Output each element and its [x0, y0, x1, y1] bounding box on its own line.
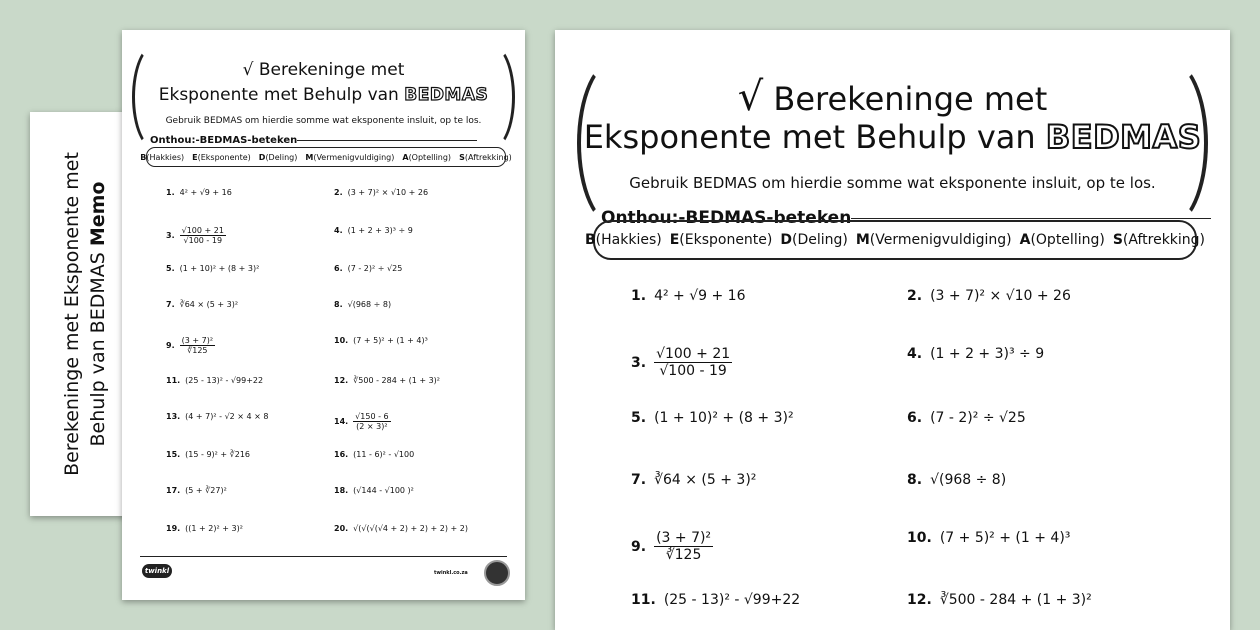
- question-number: 2.: [334, 188, 343, 197]
- question-number: 5.: [631, 410, 647, 426]
- question-number: 7.: [631, 472, 647, 488]
- fraction-denominator: ∛125: [665, 547, 702, 563]
- question-number: 6.: [907, 410, 923, 426]
- question-number: 1.: [631, 288, 647, 304]
- square-root-icon: √: [737, 74, 764, 120]
- question-number: 3.: [166, 231, 175, 240]
- fraction-expression: [180, 336, 215, 355]
- title-line2: Eksponente met Behulp van BEDMAS: [158, 85, 489, 105]
- subtitle: Gebruik BEDMAS om hierdie somme wat eksponente insluit, op te los.: [165, 116, 482, 126]
- question-number: 4.: [907, 346, 923, 362]
- question-expression: ∛500 - 284 + (1 + 3)²: [353, 376, 440, 385]
- question-expression: (5 + ∛27)²: [185, 486, 227, 495]
- question-item: [907, 346, 1044, 362]
- question-number: 13.: [166, 412, 181, 421]
- question-expression: √(√(√(√4 + 2) + 2) + 2) + 2): [353, 524, 469, 533]
- bedmas-item: A(Optelling): [402, 152, 452, 162]
- twinkl-logo: twinkl: [142, 564, 172, 578]
- question-number: 1.: [166, 188, 175, 197]
- question-number: 8.: [907, 472, 923, 488]
- footer-url: twinkl.co.za: [434, 570, 468, 576]
- bedmas-item: D(Deling): [258, 152, 298, 162]
- question-expression: √(968 ÷ 8): [930, 472, 1007, 488]
- question-expression: (3 + 7)² × √10 + 26: [347, 188, 429, 197]
- question-item: [166, 300, 238, 309]
- question-item: [631, 530, 713, 563]
- bedmas-item: S(Aftrekking): [1112, 232, 1206, 248]
- question-expression: √(968 ÷ 8): [347, 300, 392, 309]
- question-number: 9.: [631, 538, 647, 555]
- question-item: [907, 592, 1092, 608]
- question-number: 6.: [334, 264, 343, 273]
- question-expression: (7 + 5)² + (1 + 4)³: [939, 530, 1071, 546]
- question-expression: (1 + 10)² + (8 + 3)²: [654, 410, 794, 426]
- bedmas-item: A(Optelling): [1019, 232, 1105, 248]
- question-item: [166, 412, 269, 421]
- question-expression: (7 - 2)² ÷ √25: [930, 410, 1026, 426]
- title-line1: √ Berekeninge met: [242, 60, 405, 80]
- bedmas-legend: [140, 147, 512, 167]
- question-expression: (√144 - √100 )²: [353, 486, 414, 495]
- question-number: 9.: [166, 341, 175, 350]
- question-number: 3.: [631, 354, 647, 371]
- question-item: [334, 336, 428, 345]
- bedmas-item: M(Vermenigvuldiging): [855, 232, 1012, 248]
- question-item: [631, 410, 794, 426]
- fraction-numerator: √150 - 6: [355, 412, 389, 421]
- question-expression: (7 + 5)² + (1 + 4)³: [353, 336, 428, 345]
- badge-icon: [484, 560, 510, 586]
- question-item: [907, 410, 1026, 426]
- question-expression: ((1 + 2)² + 3)²: [185, 524, 243, 533]
- question-item: [907, 288, 1071, 304]
- question-item: [166, 336, 215, 355]
- question-item: [631, 346, 732, 379]
- question-number: 4.: [334, 226, 343, 235]
- question-item: [907, 472, 1006, 488]
- square-root-icon: √: [242, 60, 254, 80]
- question-item: [907, 530, 1070, 546]
- title-line2: Eksponente met Behulp van BEDMAS: [583, 118, 1202, 156]
- question-number: 14.: [334, 417, 349, 426]
- bedmas-item: S(Aftrekking): [459, 152, 512, 162]
- question-item: [166, 450, 250, 459]
- memo-title: [59, 152, 111, 476]
- question-item: [166, 188, 232, 197]
- question-number: 12.: [907, 592, 932, 608]
- question-item: [334, 226, 413, 235]
- question-expression: 4² + √9 + 16: [179, 188, 232, 197]
- fraction-denominator: √100 - 19: [659, 363, 727, 379]
- question-item: [631, 288, 746, 304]
- worksheet-zoomed: [555, 30, 1230, 630]
- question-item: [166, 376, 263, 385]
- question-number: 8.: [334, 300, 343, 309]
- bedmas-item: D(Deling): [780, 232, 848, 248]
- fraction-expression: [180, 226, 226, 245]
- bedmas-legend: [584, 220, 1206, 260]
- bedmas-item: E(Eksponente): [669, 232, 773, 248]
- question-expression: ∛64 × (5 + 3)²: [179, 300, 239, 309]
- question-item: [334, 524, 468, 533]
- question-expression: (11 - 6)² - √100: [353, 450, 415, 459]
- question-item: [334, 264, 402, 273]
- question-expression: (7 - 2)² ÷ √25: [347, 264, 403, 273]
- bedmas-item: E(Eksponente): [192, 152, 251, 162]
- question-item: [334, 412, 391, 431]
- fraction-denominator: (2 × 3)²: [356, 422, 388, 431]
- question-item: [166, 486, 227, 495]
- question-number: 18.: [334, 486, 349, 495]
- fraction-numerator: (3 + 7)²: [181, 336, 214, 345]
- bedmas-item: B(Hakkies): [140, 152, 185, 162]
- question-item: [166, 226, 226, 245]
- fraction-denominator: √100 - 19: [183, 236, 223, 245]
- fraction-expression: [654, 346, 732, 379]
- question-item: [334, 376, 440, 385]
- question-item: [166, 524, 243, 533]
- question-number: 20.: [334, 524, 349, 533]
- fraction-numerator: (3 + 7)²: [656, 530, 712, 546]
- question-expression: (15 - 9)² + ∛216: [185, 450, 251, 459]
- bedmas-item: B(Hakkies): [584, 232, 662, 248]
- memo-title-line1: Berekeninge met Eksponente met: [61, 152, 83, 476]
- question-item: [631, 592, 800, 608]
- question-number: 7.: [166, 300, 175, 309]
- question-number: 10.: [907, 530, 932, 546]
- question-number: 12.: [334, 376, 349, 385]
- onthou-heading: Onthou:-BEDMAS-beteken: [150, 135, 477, 146]
- question-item: [631, 472, 756, 488]
- question-expression: 4² + √9 + 16: [654, 288, 746, 304]
- fraction-numerator: √100 + 21: [656, 346, 731, 362]
- question-item: [334, 300, 391, 309]
- question-expression: (4 + 7)² - √2 × 4 × 8: [185, 412, 269, 421]
- title-line1: √ Berekeninge met: [737, 74, 1048, 120]
- question-item: [334, 450, 414, 459]
- fraction-expression: [353, 412, 390, 431]
- subtitle: Gebruik BEDMAS om hierdie somme wat eksponente insluit, op te los.: [629, 174, 1156, 192]
- question-number: 15.: [166, 450, 181, 459]
- question-number: 19.: [166, 524, 181, 533]
- fraction-denominator: ∛125: [187, 346, 208, 355]
- bedmas-item: M(Vermenigvuldiging): [305, 152, 395, 162]
- question-expression: (1 + 2 + 3)³ ÷ 9: [930, 346, 1045, 362]
- question-number: 11.: [631, 592, 656, 608]
- question-item: [334, 486, 414, 495]
- memo-label: Memo: [87, 181, 109, 247]
- fraction-expression: [654, 530, 713, 563]
- question-expression: (25 - 13)² - √99+22: [185, 376, 264, 385]
- question-item: [166, 264, 259, 273]
- fraction-numerator: √100 + 21: [181, 226, 224, 235]
- question-item: [334, 188, 428, 197]
- question-number: 11.: [166, 376, 181, 385]
- question-expression: (25 - 13)² - √99+22: [663, 592, 801, 608]
- question-expression: ∛64 × (5 + 3)²: [654, 472, 757, 488]
- question-number: 16.: [334, 450, 349, 459]
- question-expression: (3 + 7)² × √10 + 26: [930, 288, 1071, 304]
- worksheet-thumbnail: [122, 30, 525, 600]
- question-number: 5.: [166, 264, 175, 273]
- question-expression: ∛500 - 284 + (1 + 3)²: [939, 592, 1092, 608]
- question-number: 2.: [907, 288, 923, 304]
- question-number: 10.: [334, 336, 349, 345]
- footer-divider: [140, 556, 507, 557]
- onthou-heading: Onthou:-BEDMAS-beteken: [601, 208, 1211, 228]
- question-expression: (1 + 2 + 3)³ ÷ 9: [347, 226, 413, 235]
- memo-title-line2: Behulp van BEDMAS Memo: [87, 181, 109, 447]
- question-number: 17.: [166, 486, 181, 495]
- question-expression: (1 + 10)² + (8 + 3)²: [179, 264, 260, 273]
